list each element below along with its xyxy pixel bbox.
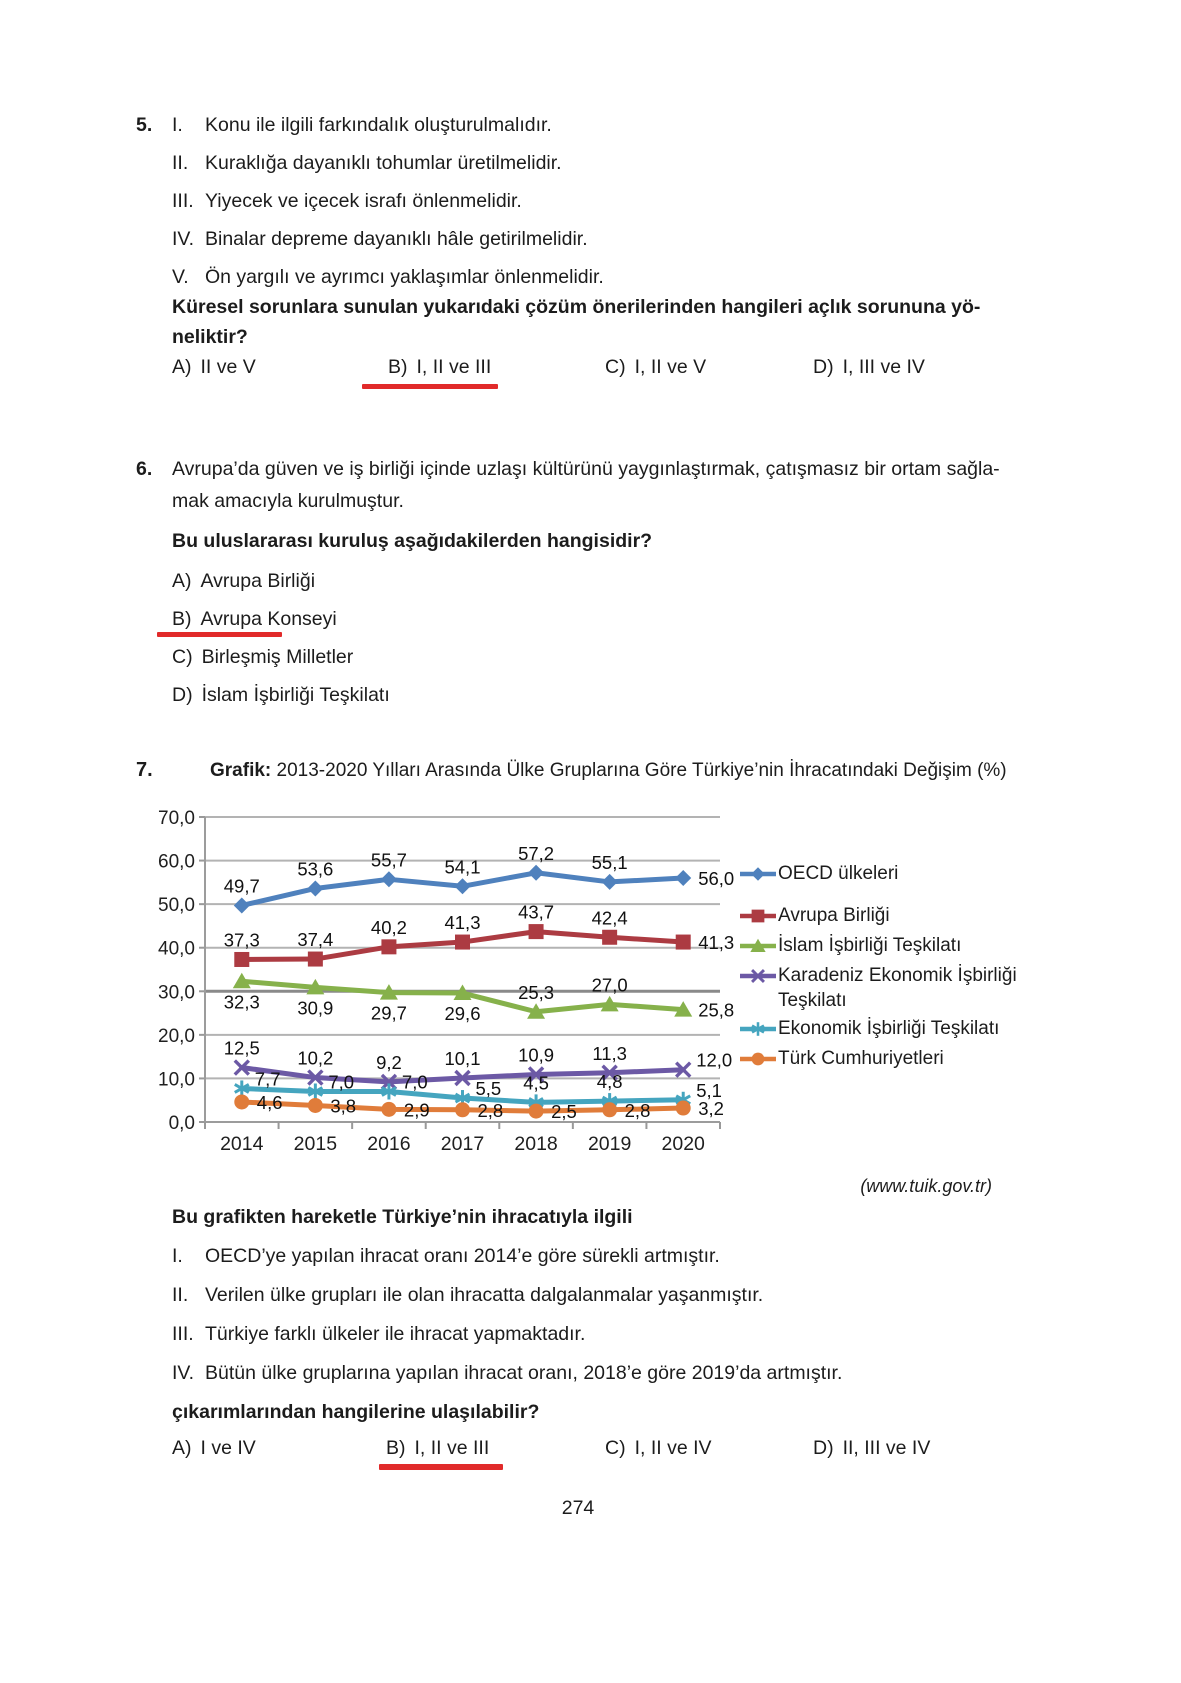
q7-option-a bbox=[172, 1437, 256, 1460]
q6-option-d bbox=[172, 684, 390, 707]
svg-text:4,6: 4,6 bbox=[256, 1091, 283, 1113]
q7-option-a-text: I ve IV bbox=[200, 1437, 256, 1459]
svg-text:30,9: 30,9 bbox=[297, 997, 334, 1019]
q7-option-b-letter: B) bbox=[386, 1437, 406, 1459]
q7-option-b bbox=[386, 1437, 489, 1460]
q5-option-a-text: II ve V bbox=[200, 356, 256, 378]
svg-text:11,3: 11,3 bbox=[592, 1042, 627, 1064]
svg-text:9,2: 9,2 bbox=[376, 1051, 402, 1073]
svg-text:4,5: 4,5 bbox=[523, 1072, 549, 1094]
q5-option-a-letter: A) bbox=[172, 356, 192, 378]
svg-text:54,1: 54,1 bbox=[444, 856, 481, 878]
q7-option-c bbox=[605, 1437, 712, 1460]
q6-intro-line1: Avrupa’da güven ve iş birliği içinde uzlaşı kültürünü yaygınlaştırmak, çatışmasız bir ortam sağla- bbox=[172, 458, 1000, 480]
q6-option-a-letter: A) bbox=[172, 570, 192, 592]
svg-text:10,2: 10,2 bbox=[297, 1047, 334, 1069]
q5-item-5-numeral: V. bbox=[172, 266, 189, 288]
q6-option-c-text: Birleşmiş Milletler bbox=[201, 646, 354, 668]
svg-text:3,2: 3,2 bbox=[698, 1098, 724, 1120]
svg-text:10,1: 10,1 bbox=[444, 1047, 481, 1069]
svg-text:2019: 2019 bbox=[587, 1133, 632, 1155]
legend-label-turk-cumhuriyetleri: Türk Cumhuriyetleri bbox=[778, 1048, 944, 1069]
svg-text:50,0: 50,0 bbox=[158, 895, 195, 917]
legend-label-islam-isbirligi: İslam İşbirliği Teşkilatı bbox=[778, 935, 962, 956]
svg-text:56,0: 56,0 bbox=[698, 868, 735, 889]
q7-option-d-text: II, III ve IV bbox=[842, 1437, 931, 1459]
svg-text:37,3: 37,3 bbox=[223, 929, 260, 951]
q7-chart-title-text: 2013-2020 Yılları Arasında Ülke Gruplarına Göre Türkiye’nin İhracatındaki Değişim (%) bbox=[271, 760, 1007, 781]
q5-option-d-text: I, III ve IV bbox=[842, 356, 925, 378]
q5-option-a bbox=[172, 356, 256, 379]
q6-option-b-text: Avrupa Konseyi bbox=[200, 608, 337, 630]
q5-option-b-text: I, II ve III bbox=[416, 356, 492, 378]
legend-item-avrupa-birligi bbox=[740, 903, 890, 932]
q5-option-c-letter: C) bbox=[605, 356, 626, 378]
q6-stem: Bu uluslararası kuruluş aşağıdakilerden hangisidir? bbox=[172, 530, 653, 552]
svg-text:2014: 2014 bbox=[220, 1133, 264, 1155]
q5-stem-line2: neliktir? bbox=[172, 326, 248, 348]
bsec-series-marker-icon bbox=[740, 967, 776, 992]
eu-series-marker-icon bbox=[740, 907, 776, 932]
q7-item-2-numeral: II. bbox=[172, 1284, 189, 1306]
q7-answer-underline bbox=[379, 1464, 503, 1470]
svg-text:29,7: 29,7 bbox=[370, 1002, 407, 1024]
svg-text:40,0: 40,0 bbox=[158, 938, 195, 960]
svg-text:2,8: 2,8 bbox=[477, 1099, 504, 1121]
q6-option-c-letter: C) bbox=[172, 646, 193, 668]
svg-text:42,4: 42,4 bbox=[591, 907, 628, 929]
svg-text:53,6: 53,6 bbox=[297, 858, 334, 880]
q7-item-1-numeral: I. bbox=[172, 1245, 183, 1267]
svg-text:2016: 2016 bbox=[367, 1133, 411, 1155]
svg-text:70,0: 70,0 bbox=[158, 808, 195, 829]
legend-label-ekonomik-isbirligi: Ekonomik İşbirliği Teşkilatı bbox=[778, 1018, 1000, 1039]
svg-text:30,0: 30,0 bbox=[158, 982, 195, 1004]
q6-option-d-text: İslam İşbirliği Teşkilatı bbox=[201, 684, 390, 706]
chart-source-note: (www.tuik.gov.tr) bbox=[860, 1176, 992, 1196]
svg-text:2,9: 2,9 bbox=[403, 1099, 430, 1121]
turkic-series-marker-icon bbox=[740, 1050, 776, 1075]
svg-text:41,3: 41,3 bbox=[698, 932, 735, 954]
q5-option-b bbox=[388, 356, 491, 379]
q5-item-4-numeral: IV. bbox=[172, 228, 195, 250]
oic-series-marker-icon bbox=[740, 937, 776, 962]
legend-item-karadeniz bbox=[740, 963, 1026, 1013]
q6-number: 6. bbox=[136, 458, 153, 480]
q7-item-4-text: Bütün ülke gruplarına yapılan ihracat oranı, 2018’e göre 2019’da artmıştır. bbox=[205, 1362, 843, 1384]
svg-text:25,8: 25,8 bbox=[698, 999, 735, 1021]
q6-option-a-text: Avrupa Birliği bbox=[200, 570, 316, 592]
q7-item-3-text: Türkiye farklı ülkeler ile ihracat yapmaktadır. bbox=[205, 1323, 586, 1345]
legend-label-avrupa-birligi: Avrupa Birliği bbox=[778, 905, 890, 926]
q7-option-d-letter: D) bbox=[813, 1437, 834, 1459]
svg-text:2020: 2020 bbox=[661, 1133, 705, 1155]
svg-text:55,7: 55,7 bbox=[370, 849, 407, 871]
q5-stem-line1: Küresel sorunlara sunulan yukarıdaki çözüm önerilerinden hangileri açlık sorununa yö- bbox=[172, 296, 981, 318]
svg-text:40,2: 40,2 bbox=[370, 916, 407, 938]
svg-text:10,9: 10,9 bbox=[518, 1044, 555, 1066]
svg-text:7,7: 7,7 bbox=[254, 1068, 281, 1090]
q6-option-d-letter: D) bbox=[172, 684, 193, 706]
svg-text:55,1: 55,1 bbox=[591, 851, 628, 873]
q5-number: 5. bbox=[136, 114, 153, 136]
svg-text:5,5: 5,5 bbox=[475, 1078, 502, 1100]
q6-option-a bbox=[172, 570, 315, 593]
svg-text:37,4: 37,4 bbox=[297, 929, 334, 951]
q6-option-b bbox=[172, 608, 337, 631]
svg-text:49,7: 49,7 bbox=[223, 875, 260, 897]
svg-text:0,0: 0,0 bbox=[168, 1113, 195, 1134]
svg-text:20,0: 20,0 bbox=[158, 1025, 195, 1047]
svg-text:7,0: 7,0 bbox=[328, 1071, 355, 1093]
legend-item-ekonomik-isbirligi bbox=[740, 1016, 999, 1045]
q7-option-b-text: I, II ve III bbox=[414, 1437, 490, 1459]
svg-text:25,3: 25,3 bbox=[518, 981, 555, 1003]
q5-item-3-text: Yiyecek ve içecek israfı önlenmelidir. bbox=[205, 190, 522, 212]
q5-option-d-letter: D) bbox=[813, 356, 834, 378]
q7-item-3-numeral: III. bbox=[172, 1323, 194, 1345]
svg-text:60,0: 60,0 bbox=[158, 851, 195, 873]
svg-text:2,8: 2,8 bbox=[624, 1099, 651, 1121]
q5-option-d bbox=[813, 356, 925, 379]
q7-stem-line2: çıkarımlarından hangilerine ulaşılabilir? bbox=[172, 1401, 540, 1423]
q7-option-a-letter: A) bbox=[172, 1437, 192, 1459]
q5-item-1-numeral: I. bbox=[172, 114, 183, 136]
q5-answer-underline bbox=[362, 384, 498, 389]
q7-option-c-letter: C) bbox=[605, 1437, 626, 1459]
q5-item-3-numeral: III. bbox=[172, 190, 194, 212]
svg-text:2,5: 2,5 bbox=[551, 1101, 577, 1123]
q5-item-4-text: Binalar depreme dayanıklı hâle getirilmelidir. bbox=[205, 228, 588, 250]
svg-text:27,0: 27,0 bbox=[591, 974, 628, 996]
q5-option-c bbox=[605, 356, 706, 379]
q6-option-b-letter: B) bbox=[172, 608, 192, 630]
q7-item-4-numeral: IV. bbox=[172, 1362, 195, 1384]
legend-item-turk-cumhuriyetleri bbox=[740, 1046, 944, 1075]
q7-item-1-text: OECD’ye yapılan ihracat oranı 2014’e göre sürekli artmıştır. bbox=[205, 1245, 720, 1267]
oecd-series-marker-icon bbox=[740, 865, 776, 890]
q5-option-b-letter: B) bbox=[388, 356, 408, 378]
q6-option-c bbox=[172, 646, 353, 669]
q7-stem-line1: Bu grafikten hareketle Türkiye’nin ihracatıyla ilgili bbox=[172, 1206, 633, 1228]
legend-item-oecd bbox=[740, 861, 898, 890]
q7-item-2-text: Verilen ülke grupları ile olan ihracatta dalgalanmalar yaşanmıştır. bbox=[205, 1284, 764, 1306]
svg-text:12,5: 12,5 bbox=[223, 1037, 260, 1059]
svg-text:12,0: 12,0 bbox=[696, 1049, 733, 1071]
q5-item-1-text: Konu ile ilgili farkındalık oluşturulmalıdır. bbox=[205, 114, 552, 136]
svg-text:5,1: 5,1 bbox=[696, 1079, 722, 1101]
svg-text:7,0: 7,0 bbox=[401, 1071, 428, 1093]
q7-chart-title-prefix: Grafik: bbox=[210, 760, 272, 781]
svg-text:32,3: 32,3 bbox=[223, 991, 260, 1013]
svg-text:41,3: 41,3 bbox=[444, 912, 481, 934]
legend-item-islam-isbirligi bbox=[740, 933, 961, 962]
svg-text:2018: 2018 bbox=[514, 1133, 558, 1155]
legend-label-oecd: OECD ülkeleri bbox=[778, 863, 899, 884]
svg-text:43,7: 43,7 bbox=[518, 901, 555, 923]
legend-label-karadeniz: Karadeniz Ekonomik İşbirliği Teşkilatı bbox=[778, 965, 1017, 1011]
svg-text:57,2: 57,2 bbox=[518, 842, 555, 864]
q7-number: 7. bbox=[136, 759, 153, 781]
svg-text:29,6: 29,6 bbox=[444, 1003, 481, 1025]
q7-option-d bbox=[813, 1437, 930, 1460]
q6-intro-line2: mak amacıyla kurulmuştur. bbox=[172, 490, 404, 512]
q5-item-2-numeral: II. bbox=[172, 152, 189, 174]
svg-text:2017: 2017 bbox=[440, 1133, 485, 1155]
q6-answer-underline bbox=[157, 632, 282, 637]
svg-text:4,8: 4,8 bbox=[596, 1071, 623, 1093]
svg-text:3,8: 3,8 bbox=[330, 1095, 357, 1117]
q5-item-5-text: Ön yargılı ve ayrımcı yaklaşımlar önlenmelidir. bbox=[205, 266, 604, 288]
q7-chart-title bbox=[210, 760, 1007, 782]
eco-series-marker-icon bbox=[740, 1020, 776, 1045]
page-number: 274 bbox=[561, 1497, 595, 1519]
q5-option-c-text: I, II ve V bbox=[634, 356, 707, 378]
svg-text:2015: 2015 bbox=[293, 1133, 338, 1155]
svg-text:10,0: 10,0 bbox=[158, 1069, 195, 1091]
q5-item-2-text: Kuraklığa dayanıklı tohumlar üretilmelidir. bbox=[205, 152, 562, 174]
q7-option-c-text: I, II ve IV bbox=[634, 1437, 712, 1459]
